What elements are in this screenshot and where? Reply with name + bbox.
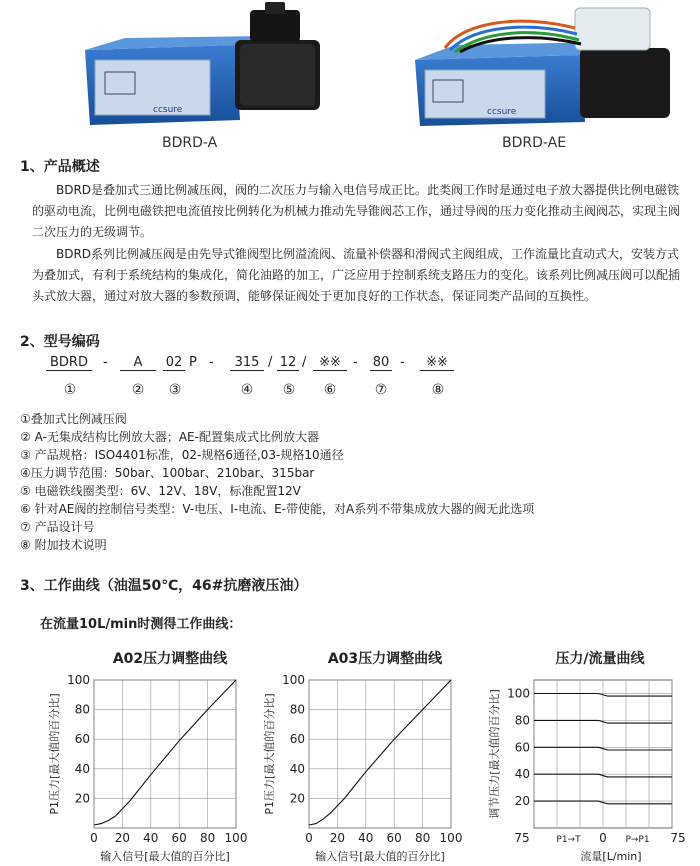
x-tick-label: 100	[224, 831, 248, 845]
x-tick-label: 0	[599, 831, 607, 845]
code-num-2: ②	[131, 382, 145, 398]
code-item-series: BDRD	[46, 355, 92, 371]
code-separator: -	[400, 355, 405, 370]
chart-title-pq: 压力/流量曲线	[555, 651, 645, 667]
legend-item: ⑦ 产品设计号	[20, 520, 95, 534]
code-item-pressure: 315	[230, 355, 264, 371]
legend-item: ⑤ 电磁铁线圈类型：6V、12V、18V，标准配置12V	[20, 484, 301, 498]
code-separator: -	[353, 355, 358, 370]
code-num-1: ①	[63, 382, 77, 398]
section-heading-model-code: 2、型号编码	[20, 334, 100, 350]
overview-paragraph-1: BDRD是叠加式三通比例减压阀，阀的二次压力与输入电信号成正比。此类阀工作时是通过电子放大器提供比例电磁铁的驱动电流，比例电磁铁把电流值按比例转化为机械力推动先导锥阀芯工作，通过导阀的压力变化推动主阀阀芯，实现主阀二次压力的无级调节。	[32, 183, 681, 239]
chart-a03	[255, 668, 470, 866]
chart-pressure-flow	[480, 668, 695, 866]
brand-label: ccsure	[153, 105, 183, 115]
section-heading-overview: 1、产品概述	[20, 159, 100, 175]
chart-title-a02: A02压力调整曲线	[112, 651, 228, 667]
x-tick-label: 0	[305, 831, 313, 845]
product-photo-a	[65, 0, 340, 130]
code-separator: -	[103, 355, 108, 370]
code-num-6: ⑥	[323, 382, 337, 398]
y-tick-label: 40	[74, 761, 90, 776]
x-tick-label: 60	[386, 831, 402, 845]
legend-item: ③ 产品规格：ISO4401标准，02-规格6通径,03-规格10通径	[20, 448, 344, 462]
code-item-signal: ※※	[313, 355, 347, 371]
x-tick-label: P1→T	[556, 835, 581, 845]
y-tick-label: 100	[67, 673, 90, 687]
y-tick-label: 40	[514, 767, 530, 782]
code-item-type: A	[120, 355, 156, 371]
x-tick-label: P→P1	[625, 835, 650, 845]
x-tick-label: 20	[114, 831, 131, 845]
code-separator: P	[189, 355, 197, 370]
code-num-8: ⑧	[431, 382, 445, 398]
model-code-legend	[20, 410, 690, 554]
x-tick-label: 75	[514, 831, 530, 845]
legend-item: ①叠加式比例减压阀	[20, 412, 127, 426]
product-caption-a: BDRD-A	[162, 135, 218, 151]
code-item-coil: 12	[277, 355, 299, 371]
x-tick-label: 0	[90, 831, 98, 845]
chart-a02	[40, 668, 255, 866]
y-tick-label: 100	[507, 686, 530, 701]
series-line	[94, 680, 236, 825]
legend-item: ② A-无集成结构比例放大器；AE-配置集成式比例放大器	[20, 430, 319, 444]
section-heading-curves: 3、工作曲线（油温50℃，46#抗磨液压油）	[20, 578, 308, 594]
y-tick-label: 20	[289, 791, 305, 806]
code-num-7: ⑦	[374, 382, 388, 398]
x-tick-label: 60	[171, 831, 187, 845]
y-tick-label: 60	[289, 732, 305, 747]
legend-item: ④压力调节范围：50bar、100bar、210bar、315bar	[20, 466, 315, 480]
code-num-3: ③	[168, 382, 182, 398]
code-separator: -	[209, 355, 214, 370]
y-tick-label: 100	[282, 673, 305, 687]
series-line	[309, 680, 451, 825]
product-photo-ae	[405, 0, 685, 130]
y-tick-label: 80	[289, 702, 305, 717]
x-axis-label: 流量[L/min]	[580, 850, 642, 863]
chart-title-a03: A03压力调整曲线	[327, 651, 443, 667]
y-axis-label: P1压力[最大值的百分比]	[48, 693, 61, 815]
y-tick-label: 80	[74, 702, 90, 717]
curves-subheading: 在流量10L/min时测得工作曲线：	[40, 617, 242, 632]
legend-item: ⑧ 附加技术说明	[20, 538, 107, 552]
code-item-design: 80	[370, 355, 392, 371]
overview-paragraph-2: BDRD系列比例减压阀是由先导式锥阀型比例溢流阀、流量补偿器和滑阀式主阀组成，工作流量比直动式大，安装方式为叠加式，有利于系统结构的集成化，简化油路的加工，广泛应用于控制系统支路压力的变化。该系列比例减压阀可以配插头式放大器，通过对放大器的参数预调，能够保证阀处于更加良好的工作状态，保证同类产品间的互换性。	[32, 247, 681, 303]
y-tick-label: 20	[514, 794, 530, 809]
x-axis-label: 输入信号[最大值的百分比]	[315, 850, 445, 863]
x-tick-label: 20	[329, 831, 346, 845]
x-tick-label: 40	[143, 831, 159, 845]
product-caption-ae: BDRD-AE	[502, 135, 567, 151]
x-tick-label: 80	[199, 831, 216, 845]
y-tick-label: 60	[74, 732, 90, 747]
x-tick-label: 75	[670, 831, 686, 845]
x-tick-label: 80	[414, 831, 431, 845]
x-tick-label: 40	[358, 831, 374, 845]
code-num-4: ④	[240, 382, 254, 398]
x-axis-label: 输入信号[最大值的百分比]	[100, 850, 230, 863]
code-num-5: ⑤	[282, 382, 296, 398]
legend-item: ⑥ 针对AE阀的控制信号类型：V-电压、I-电流、E-带使能，对A系列不带集成放大器的阀无此选项	[20, 502, 535, 516]
code-separator: /	[302, 355, 307, 370]
x-tick-label: 100	[439, 831, 463, 845]
y-tick-label: 40	[289, 761, 305, 776]
y-tick-label: 80	[514, 713, 530, 728]
y-axis-label: P1压力[最大值的百分比]	[263, 693, 276, 815]
code-item-extra: ※※	[420, 355, 454, 371]
y-tick-label: 20	[74, 791, 90, 806]
code-item-size: 02	[163, 355, 185, 371]
brand-label: ccsure	[487, 107, 517, 117]
code-separator: /	[268, 355, 273, 370]
y-tick-label: 60	[514, 740, 530, 755]
y-axis-label: 调节压力[最大值的百分比]	[488, 689, 501, 819]
